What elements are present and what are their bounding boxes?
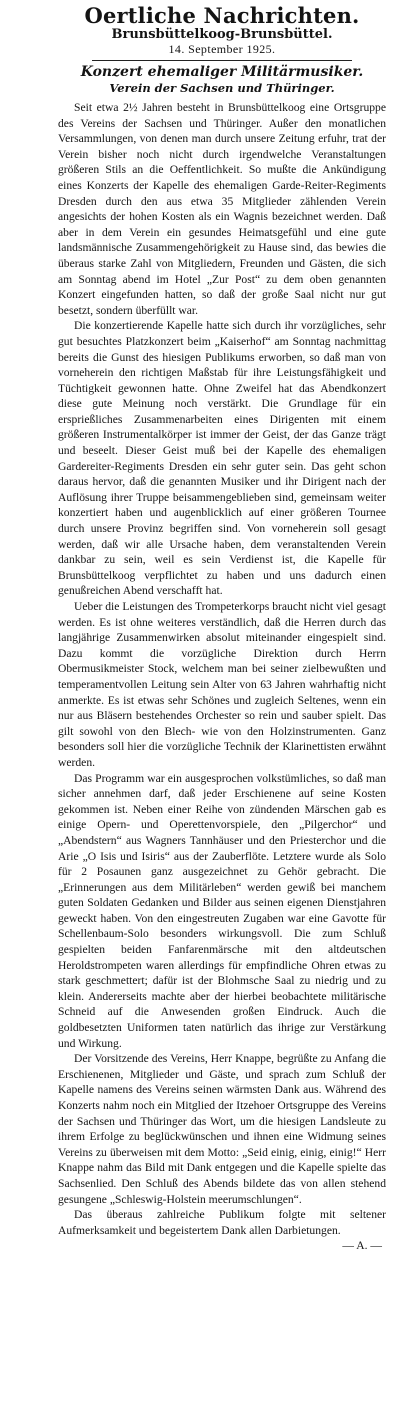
article-paragraph: Ueber die Leistungen des Trompeterkorps braucht nicht viel gesagt werden. Es ist ohne weiteres verständlich, daß die Herren durch das langjährige Zusammenwirken absolut miteinander eingespielt sind. Dazu kommt die vorzügliche Direktion durch Herrn Obermusikmeister Stock, welchem man bei seiner zielbewußten und temperamentvollen Leitung sein Alter von 63 Jahren wahrhaftig nicht anmerkte. Es ist etwas sehr Schönes und zugleich Seltenes, wenn ein nur aus Bläsern bestehendes Orchester so rein und sauber spielt. Das gilt sowohl von den Blech- wie von den Holzinstrumenten. Ganz besonders soll hier die vorzügliche Technik der Klarinettisten erwähnt werden. <box>58 600 386 769</box>
locality-line: Brunsbüttelkoog-Brunsbüttel. <box>111 27 333 42</box>
article <box>58 64 386 1253</box>
article-subheadline: Verein der Sachsen und Thüringer. <box>109 81 335 95</box>
section-header <box>58 4 386 56</box>
article-paragraph: Das überaus zahlreiche Publikum folgte mit seltener Aufmerksamkeit und begeistertem Dank allen Darbietungen. <box>58 1208 386 1237</box>
divider-rule <box>92 60 352 61</box>
article-paragraph: Seit etwa 2½ Jahren besteht in Brunsbüttelkoog eine Ortsgruppe des Vereins der Sachsen und Thüringer. Außer den monatlichen Versammlungen, von denen man durch unsere Zeitung erfuhr, trat der Verein bisher noch nicht durch irgendwelche Veranstaltungen größeren Stils an die Oeffentlichkeit. So mußte die Ankündigung eines Konzerts der Kapelle des ehemaligen Garde-Reiter-Regiments Dresden durch den aus etwa 35 Mitglieder zählenden Verein angesichts der hohen Kosten als ein Wagnis bezeichnet werden. Daß aber in dem Verein ein gesundes Heimatsgefühl und eine gute landsmännische Zusammengehörigkeit zu Hause sind, das bewies die überaus starke Zahl von Mitgliedern, Freunden und Gästen, die sich am Sonntag abend im Hotel „Zur Post“ zu dem oben genannten Konzert eingefunden hatten, so daß der große Saal nicht nur gut besetzt, sondern überfüllt war. <box>58 101 386 317</box>
article-paragraph: Die konzertierende Kapelle hatte sich durch ihr vorzügliches, sehr gut besuchtes Platzkonzert beim „Kaiserhof“ am Sonntag nachmittag bereits die Gunst des hiesigen Publikums erworben, so daß man von vorneherein den richtigen Maßstab für ihre Leistungsfähigkeit und Tüchtigkeit gewonnen hatte. Ohne Zweifel hat das Abendkonzert diese gute Meinung noch verstärkt. Die Grundlage für ein ersprießliches Zusammenarbeiten eines Dirigenten mit einem größeren Instrumentalkörper ist immer der Geist, der das Ganze trägt und beseelt. Dieser Geist muß bei der Kapelle des ehemaligen Gardereiter-Regiments Dresden ein sehr guter sein. Das geht schon daraus hervor, daß die genannten Musiker und ihr Dirigent nach der Auflösung ihrer Truppe beisammengeblieben sind, gemeinsam weiter konzertiert haben und augenblicklich auf einer größeren Tournee durch unsere Provinz begriffen sind. Von vorneherein soll gesagt werden, daß wir alle Ursache haben, dem veranstaltenden Verein dankbar zu sein, weil es sein Verdienst ist, die Kapelle für Brunsbüttelkoog verpflichtet zu haben und uns dadurch einen genußreichen Abend verschafft hat. <box>58 319 386 598</box>
article-headline: Konzert ehemaliger Militärmusiker. <box>80 64 364 80</box>
article-paragraph: Der Vorsitzende des Vereins, Herr Knappe, begrüßte zu Anfang die Erschienenen, Mitglieder und Gäste, und sprach zum Schluß der Kapelle namens des Vereins seinen wärmsten Dank aus. Während des Konzerts nahm noch ein Mitglied der Itzehoer Ortsgruppe des Vereins der Sachsen und Thüringer das Wort, um die hiesigen Landsleute zu ihrem Erfolge zu beglückwünschen und ihnen eine Widmung seines Vereins zu überweisen mit dem Motto: „Seid einig, einig, einig!“ Herr Knappe nahm das Bild mit Dank entgegen und die Kapelle spielte das Sachsenlied. Den Schluß des Abends bildete das von allen stehend gesungene „Schleswig-Holstein meerumschlungen“. <box>58 1052 386 1206</box>
author-signature: — A. — <box>342 1239 382 1253</box>
dateline: 14. September 1925. <box>168 42 276 56</box>
article-body <box>58 100 386 1238</box>
article-paragraph: Das Programm war ein ausgesprochen volkstümliches, so daß man sicher annehmen darf, daß jeder Erschienene auf seine Kosten gekommen ist. Neben einer Reihe von zündenden Märschen gab es einige Opern- und Operettenvorspiele, den „Pilgerchor“ und „Abendstern“ aus Wagners Tannhäuser und den Priesterchor und die Arie „O Isis und Isiris“ aus der Zauberflöte. Letztere wurde als Solo für 2 Posaunen ganz ausgezeichnet zu Gehör gebracht. Die „Erinnerungen aus dem Militärleben“ werden gewiß bei manchem guten Soldaten Gedanken und Bilder aus seinen eigenen Dienstjahren geweckt haben. Von den eingestreuten Zugaben war eine Gavotte für Schellenbaum-Solo besonders wirkungsvoll. Die zum Schluß gespielten beiden Fanfarenmärsche mit den altdeutschen Heroldstrompeten waren allerdings für empfindliche Ohren etwas zu stark geschmettert; dafür ist der Blohmsche Saal zu niedrig und zu klein. Andererseits machte aber der hierbei beobachtete militärische Schneid auf die Anwesenden großen Eindruck. Auch die goldbesetzten Uniformen taten natürlich das ihrige zur Verstärkung und Wirkung. <box>58 771 386 1050</box>
section-title: Oertliche Nachrichten. <box>84 3 360 28</box>
